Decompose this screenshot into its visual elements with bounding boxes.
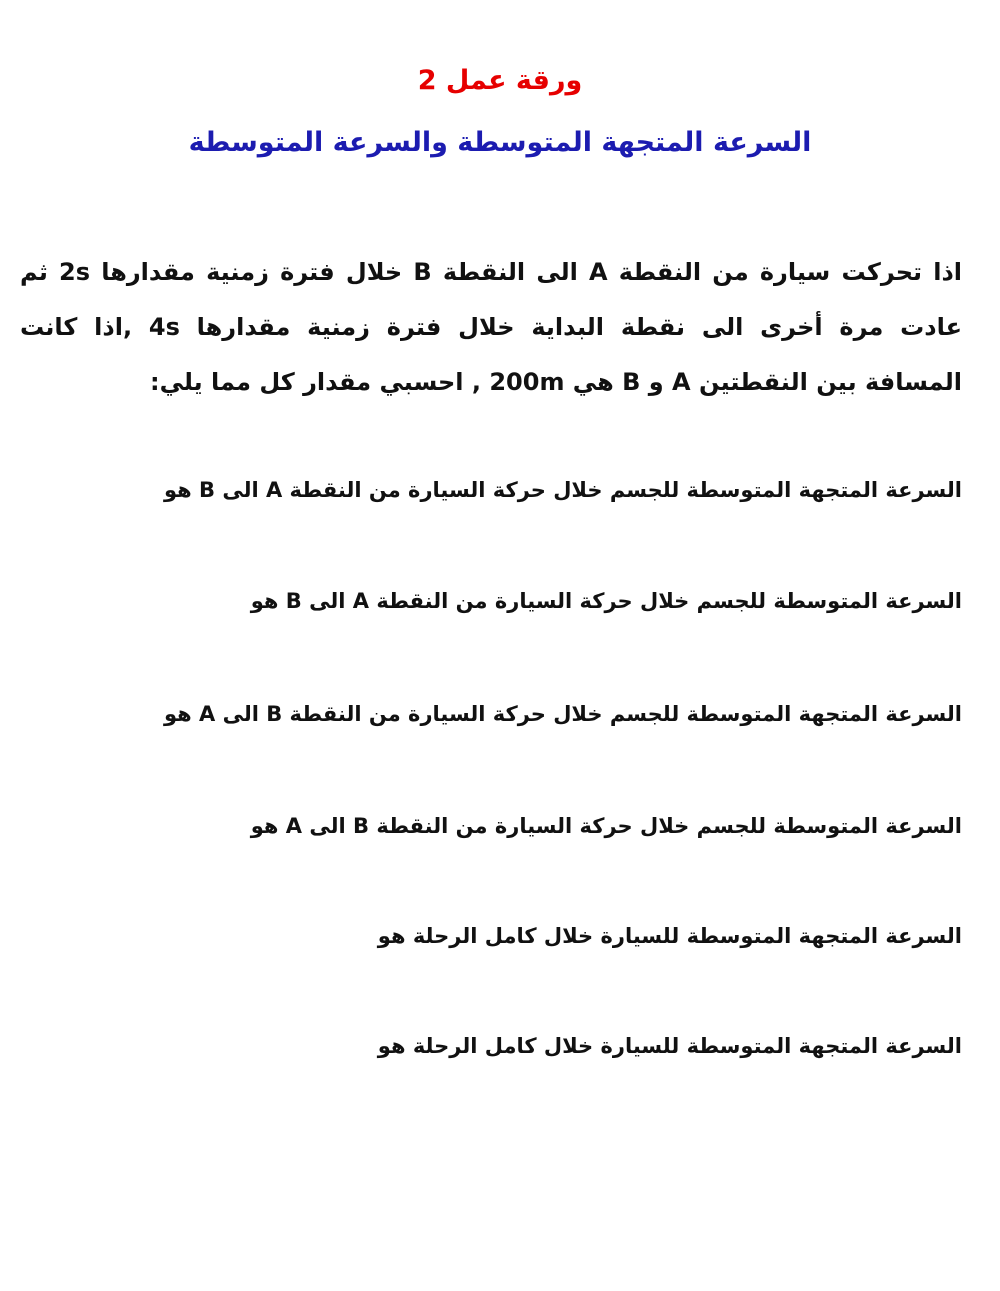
question-1: السرعة المتجهة المتوسطة للجسم خلال حركة السيارة من النقطة A الى B هو [163, 478, 962, 502]
question-3: السرعة المتجهة المتوسطة للجسم خلال حركة السيارة من النقطة B الى A هو [163, 702, 962, 726]
problem-statement: اذا تحركت سيارة من النقطة A الى النقطة B خلال فترة زمنية مقدارها 2s ثم عادت مرة أخرى الى نقطة البداية خلال فترة زمنية مقدارها 4s ,اذا كانت المسافة بين النقطتين A و B هي 200m , احسبي مقدار كل مما يلي: [20, 258, 963, 396]
question-6: السرعة المتجهة المتوسطة للسيارة خلال كامل الرحلة هو [377, 1034, 962, 1058]
question-4: السرعة المتوسطة للجسم خلال حركة السيارة من النقطة B الى A هو [250, 814, 962, 838]
worksheet-title: ورقة عمل 2 [417, 65, 583, 96]
worksheet-subtitle: السرعة المتجهة المتوسطة والسرعة المتوسطة [188, 127, 812, 158]
question-5: السرعة المتجهة المتوسطة للسيارة خلال كامل الرحلة هو [377, 924, 962, 948]
question-2: السرعة المتوسطة للجسم خلال حركة السيارة من النقطة A الى B هو [250, 589, 962, 613]
